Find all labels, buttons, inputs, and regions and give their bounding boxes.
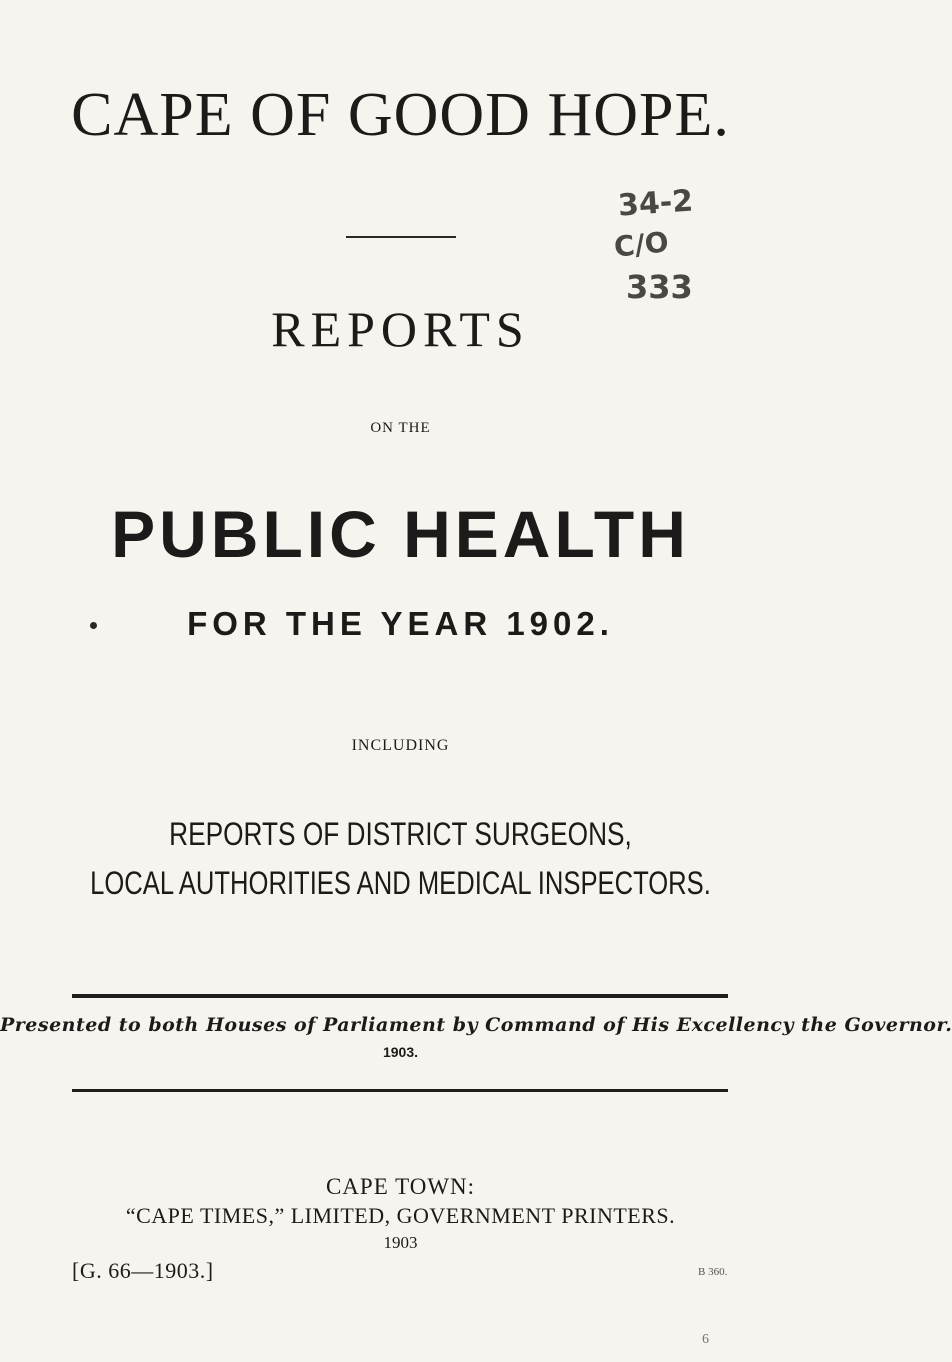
short-rule — [346, 236, 456, 238]
imprint-printer: “CAPE TIMES,” LIMITED, GOVERNMENT PRINTERS. — [125, 1203, 676, 1228]
imprint-place: CAPE TOWN: — [325, 1174, 476, 1199]
including-label: INCLUDING — [351, 737, 450, 754]
handwritten-annotation: 333 — [626, 268, 693, 306]
corner-mark: 6 — [702, 1332, 709, 1347]
bottom-thick-rule — [72, 1089, 728, 1092]
presented-line: Presented to both Houses of Parliament by Command of His Excellency the Governor. — [0, 1014, 952, 1036]
year-heading: FOR THE YEAR 1902. — [187, 605, 614, 642]
handwritten-annotation: C/O — [612, 225, 671, 264]
reports-heading: REPORTS — [271, 301, 530, 357]
on-the-label: ON THE — [370, 420, 431, 436]
public-health-heading: PUBLIC HEALTH — [111, 497, 690, 571]
presented-year: 1903. — [382, 1044, 419, 1060]
subtitle-line-2: LOCAL AUTHORITIES AND MEDICAL INSPECTORS. — [90, 865, 711, 901]
document-number: [G. 66—1903.] — [72, 1258, 214, 1283]
print-code: B 360. — [698, 1266, 728, 1278]
subtitle-line-1: REPORTS OF DISTRICT SURGEONS, — [169, 816, 632, 852]
handwritten-annotation: 34-2 — [616, 183, 695, 224]
imprint-year: 1903 — [383, 1233, 418, 1252]
main-title: CAPE OF GOOD HOPE. — [71, 81, 730, 149]
top-thick-rule — [72, 994, 728, 998]
